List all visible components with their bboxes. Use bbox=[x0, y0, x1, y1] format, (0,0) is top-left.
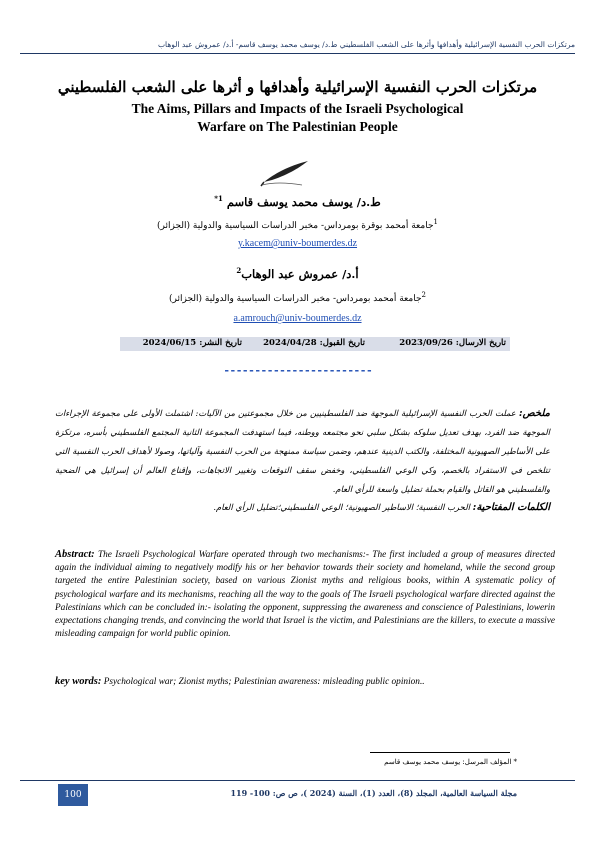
running-header: مرتكزات الحرب النفسية الإسرائيلية وأهدافها وأثرها على الشعب الفلسطيني ط.د/ يوسف محمد يوسف قاسم- أ.د/ عمروش عبد الوهاب bbox=[158, 40, 575, 49]
section-separator: ------------------------ bbox=[223, 364, 372, 378]
author-2-affil-sup: 2 bbox=[421, 291, 426, 299]
abstract-english bbox=[55, 548, 555, 641]
author-2-affiliation bbox=[40, 291, 555, 304]
date-published: تاريخ النشر: 2024/06/15 bbox=[142, 338, 242, 348]
author-2-email[interactable]: a.amrouch@univ-boumerdes.dz bbox=[233, 313, 362, 324]
author-1-marks: 1* bbox=[214, 194, 223, 203]
author-1-affiliation bbox=[40, 218, 555, 231]
author-2-marks: 2 bbox=[236, 266, 242, 275]
author-1-email[interactable]: y.kacem@univ-boumerdes.dz bbox=[237, 238, 358, 249]
dates-bar bbox=[120, 337, 510, 351]
author-1-name: ط.د/ يوسف محمد يوسف قاسم bbox=[222, 194, 381, 209]
abstract-english-text: The Israeli Psychological Warfare operated through two mechanisms:- The first included a group of measures directed again the individual aiming to negatively modify his or her behavior towards their society and homeland, while the second group targeted the entire Palestinian society, based on various Zionist myths and religious books, within A systematic policy of psychological warfare and its mechanisms, reaching all the way to the goals of The Israeli psychological warfare directed against the Palestinians which can be concluded in:- isolating the opponent, suppressing the awareness and conscience of Palestinians, lowerin expectations changing trends, and convincing the world that Israel is the victim, and Palestinians are the killers, to execute a massive misleading campaign for world public opinion. bbox=[55, 550, 555, 640]
footer-rule bbox=[20, 780, 575, 781]
quill-pen-icon bbox=[258, 158, 314, 188]
footnote-rule bbox=[370, 752, 510, 753]
keywords-english-text: Psychological war; Zionist myths; Palestinian awareness: misleading public opinion.. bbox=[101, 677, 425, 687]
author-1-affil-text: جامعة أمحمد بوقرة بومرداس- مخبر الدراسات السياسية والدولية (الجزائر) bbox=[157, 221, 434, 231]
date-accepted: تاريخ القبول: 2024/04/28 bbox=[263, 338, 365, 348]
keywords-arabic-text: الحرب النفسية؛ الاساطير الصهيونية؛ الوعي الفلسطيني؛تضليل الرأي العام. bbox=[213, 502, 473, 512]
abstract-arabic bbox=[55, 404, 550, 499]
keywords-arabic-label: الكلمات المفتاحية: bbox=[472, 502, 550, 513]
keywords-english-label: key words: bbox=[55, 676, 102, 687]
author-1 bbox=[40, 194, 555, 209]
author-1-affil-sup: 1 bbox=[433, 218, 438, 226]
title-english-line-2: Warfare on The Palestinian People bbox=[197, 119, 398, 134]
abstract-arabic-text: عملت الحرب النفسية الإسرائيلية الموجهة ضد الفلسطينيين من خلال مجموعتين من الآليات: اشتملت الأولى على مجموعة الإجراءات الموجهة ضد الفرد، بهدف تعديل سلوكه بشكل سلبي نحو مجتمعه ووطنه، فيما استهدفت المجموعة الثانية المجتمع الفلسطيني بأسره، مرتكزة على الأساطير الصهيونية المختلفة، والكتب الدينية عندهم، وضمن سياسة ممنهجة من الحرب النفسية وآلياتها، وصولا لأهداف الحرب النفسية التي تتلخص في الاستفراد بالخصم، وكي الوعي الفلسطيني، وخفض سقف التوقعات وتغيير الاتجاهات، وإقناع العالم أن إسرائيل هي الضحية والفلسطيني هو القاتل والقيام بحملة تضليل واسعة للرأي العام. bbox=[55, 408, 550, 494]
date-sent: تاريخ الارسال: 2023/09/26 bbox=[399, 338, 506, 348]
page-number: 100 bbox=[58, 784, 88, 806]
abstract-arabic-label: ملخص: bbox=[518, 408, 550, 419]
abstract-english-label: Abstract: bbox=[55, 549, 95, 560]
journal-footer: مجلة السياسة العالمية، المجلد (8)، العدد (1)، السنة (2024 )، ص ص: 100- 119 bbox=[230, 788, 517, 798]
title-english-line-1: The Aims, Pillars and Impacts of the Israeli Psychological bbox=[131, 101, 464, 116]
footnote: * المؤلف المرسل: يوسف محمد يوسف قاسم bbox=[384, 758, 517, 766]
keywords-english bbox=[55, 675, 555, 689]
author-2 bbox=[40, 266, 555, 281]
keywords-arabic bbox=[55, 499, 550, 516]
title-arabic: مرتكزات الحرب النفسية الإسرائيلية وأهدافها و أثرها على الشعب الفلسطيني bbox=[57, 78, 538, 96]
title-english bbox=[40, 100, 555, 136]
author-2-name: أ.د/ عمروش عبد الوهاب bbox=[241, 266, 359, 281]
header-rule bbox=[20, 53, 575, 54]
author-2-affil-text: جامعة أمحمد بومرداس- مخبر الدراسات السياسية والدولية (الجزائر) bbox=[169, 294, 422, 304]
